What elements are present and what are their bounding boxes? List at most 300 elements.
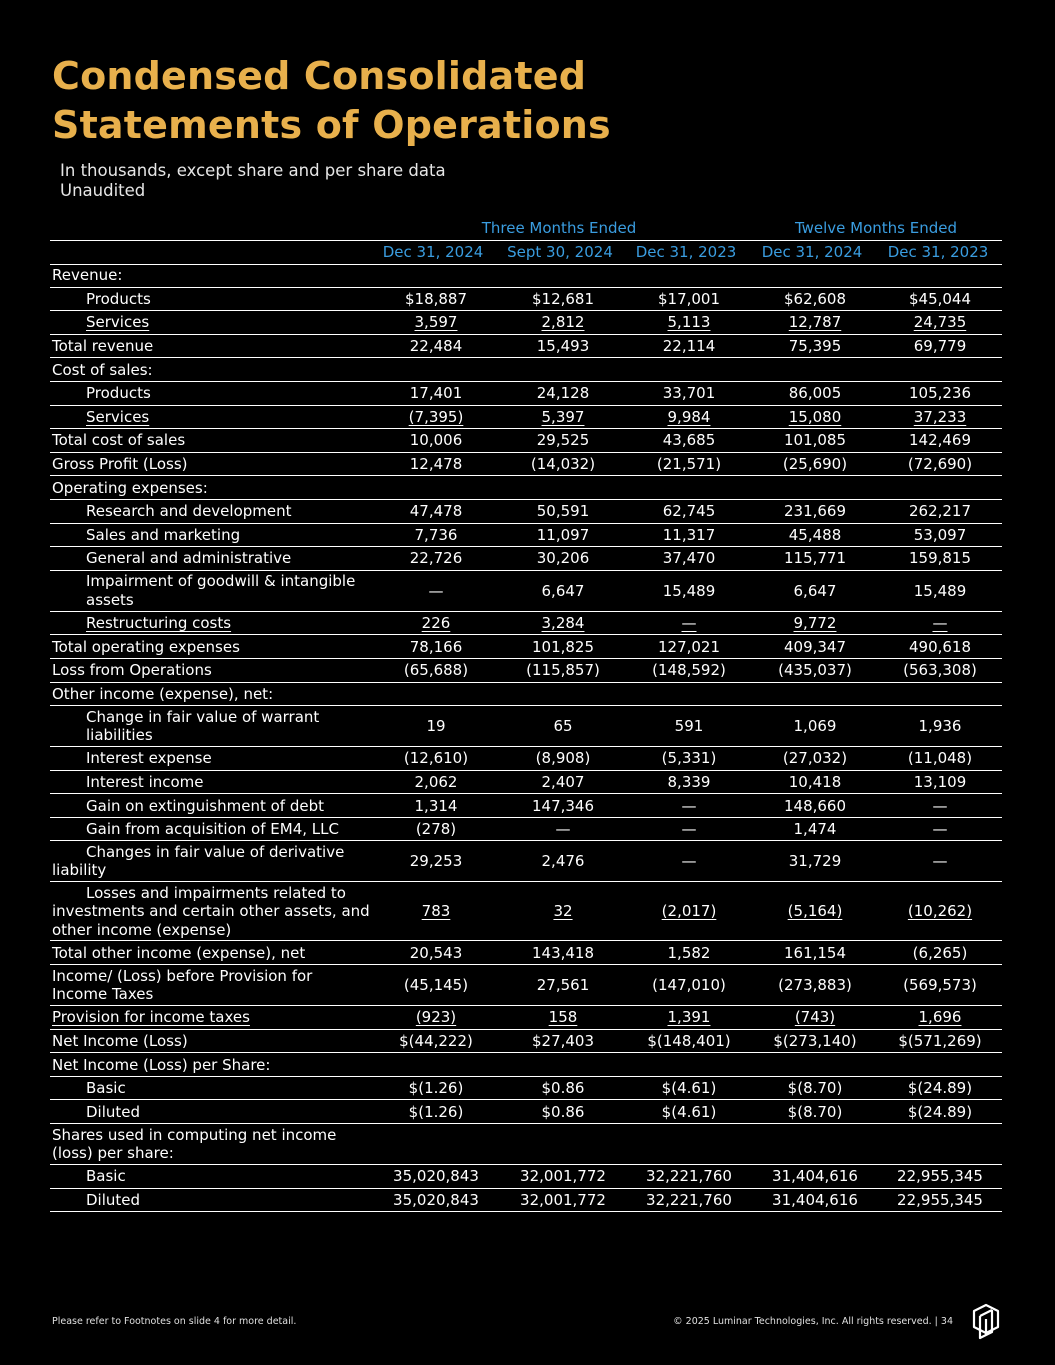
value-cell: [500, 405, 626, 429]
cell-value: 11,317: [662, 525, 716, 544]
value-cell: [752, 1100, 878, 1124]
footnote-reference: Please refer to Footnotes on slide 4 for more detail.: [52, 1316, 297, 1327]
cell-value: 78,166: [409, 637, 463, 656]
cell-value: —: [932, 852, 948, 871]
table-row: [50, 547, 1002, 571]
row-label-text: Impairment of goodwill & intangible assets: [86, 572, 356, 609]
value-cell: [752, 611, 878, 635]
cell-value: 1,474: [793, 820, 837, 839]
table-row: [50, 882, 1002, 941]
page-title-line: Statements of Operations: [52, 103, 611, 147]
value-cell: [626, 570, 752, 611]
value-cell: [372, 1165, 500, 1189]
value-cell: [752, 381, 878, 405]
row-label-text: Products: [86, 289, 151, 308]
value-cell: [752, 429, 878, 453]
value-cell: [878, 1188, 1002, 1212]
cell-value: (569,573): [903, 976, 977, 995]
cell-value: 9,772: [793, 614, 837, 633]
cell-value: 15,489: [913, 581, 967, 600]
cell-value: (923): [415, 1008, 457, 1027]
page-title: [52, 52, 611, 150]
cell-value: (148,592): [652, 661, 726, 680]
cell-value: $18,887: [404, 289, 468, 308]
cell-value: $(44,222): [399, 1031, 473, 1050]
value-cell: [626, 452, 752, 476]
cell-value: 5,397: [541, 407, 585, 426]
row-label: [50, 570, 372, 611]
value-cell: [626, 311, 752, 335]
cell-value: 11,097: [536, 525, 590, 544]
cell-value: 490,618: [908, 637, 972, 656]
table-row: [50, 841, 1002, 882]
cell-value: 143,418: [531, 943, 595, 962]
row-label: [50, 1053, 372, 1077]
value-cell: [878, 547, 1002, 571]
cell-value: 3,597: [414, 313, 458, 332]
cell-value: 101,825: [531, 637, 595, 656]
cell-value: (72,690): [907, 455, 973, 474]
cell-value: 22,955,345: [897, 1167, 983, 1186]
value-cell: [878, 334, 1002, 358]
cell-value: (11,048): [907, 749, 973, 768]
subtitle-units: In thousands, except share and per share data: [60, 161, 446, 180]
value-cell: [878, 658, 1002, 682]
value-cell: [372, 499, 500, 523]
row-label: [50, 381, 372, 405]
cell-value: 37,233: [913, 407, 967, 426]
row-label-text: Research and development: [86, 502, 292, 521]
table-row: [50, 287, 1002, 311]
table-row: [50, 965, 1002, 1006]
value-cell: [626, 1006, 752, 1030]
cell-value: 1,069: [793, 717, 837, 736]
value-cell: [372, 405, 500, 429]
row-label: [50, 264, 372, 287]
row-label: [50, 547, 372, 571]
cell-value: 31,404,616: [772, 1190, 858, 1209]
row-label: [50, 287, 372, 311]
cell-value: $(24.89): [907, 1102, 973, 1121]
cell-value: 12,787: [788, 313, 842, 332]
row-label-text: Revenue:: [52, 266, 123, 285]
row-label: [50, 311, 372, 335]
value-cell: [752, 1053, 878, 1077]
value-cell: [752, 334, 878, 358]
value-cell: [626, 841, 752, 882]
value-cell: [752, 682, 878, 706]
value-cell: [752, 523, 878, 547]
cell-value: 8,339: [667, 772, 711, 791]
cell-value: 2,407: [541, 772, 585, 791]
cell-value: 409,347: [783, 637, 847, 656]
cell-value: 101,085: [783, 431, 847, 450]
column-header: Dec 31, 2023: [635, 243, 737, 261]
value-cell: [500, 499, 626, 523]
row-label: [50, 1076, 372, 1100]
row-label-text: Interest expense: [86, 749, 212, 768]
value-cell: [878, 794, 1002, 818]
table-row: [50, 570, 1002, 611]
value-cell: [752, 658, 878, 682]
row-label: [50, 1029, 372, 1053]
cell-value: 13,109: [913, 772, 967, 791]
row-label-text: Services: [86, 407, 150, 426]
row-label: [50, 499, 372, 523]
table-row: [50, 405, 1002, 429]
value-cell: [372, 476, 500, 500]
value-cell: [626, 635, 752, 659]
value-cell: [878, 706, 1002, 747]
value-cell: [752, 405, 878, 429]
cell-value: 19: [426, 717, 446, 736]
value-cell: [752, 264, 878, 287]
value-cell: [626, 1100, 752, 1124]
value-cell: [626, 1124, 752, 1165]
cell-value: (14,032): [530, 455, 596, 474]
cell-value: 6,647: [793, 581, 837, 600]
value-cell: [372, 611, 500, 635]
cell-value: 32,001,772: [520, 1167, 606, 1186]
cell-value: 147,346: [531, 796, 595, 815]
cell-value: 15,489: [662, 581, 716, 600]
value-cell: [500, 747, 626, 771]
value-cell: [372, 1076, 500, 1100]
value-cell: [752, 1076, 878, 1100]
cell-value: 32: [553, 902, 573, 921]
row-label: [50, 476, 372, 500]
row-label: [50, 334, 372, 358]
luminar-logo-icon: [966, 1302, 1006, 1342]
cell-value: (6,265): [912, 943, 968, 962]
cell-value: $(8.70): [787, 1079, 843, 1098]
row-label: [50, 1100, 372, 1124]
group-header-three-months: Three Months Ended: [481, 219, 637, 237]
cell-value: (743): [794, 1008, 836, 1027]
table-row: [50, 476, 1002, 500]
value-cell: [878, 523, 1002, 547]
value-cell: [626, 358, 752, 382]
cell-value: (115,857): [526, 661, 600, 680]
value-cell: [626, 770, 752, 794]
value-cell: [500, 334, 626, 358]
value-cell: [878, 1100, 1002, 1124]
cell-value: 142,469: [908, 431, 972, 450]
cell-value: $45,044: [908, 289, 972, 308]
value-cell: [372, 570, 500, 611]
value-cell: [752, 965, 878, 1006]
value-cell: [372, 965, 500, 1006]
cell-value: 43,685: [662, 431, 716, 450]
cell-value: $(571,269): [898, 1031, 982, 1050]
subtitle: [60, 161, 446, 201]
cell-value: 9,984: [667, 407, 711, 426]
page-title-line: Condensed Consolidated: [52, 54, 587, 98]
cell-value: (5,164): [787, 902, 843, 921]
value-cell: [752, 635, 878, 659]
row-label: [50, 706, 372, 747]
cell-value: 127,021: [657, 637, 721, 656]
cell-value: —: [932, 820, 948, 839]
value-cell: [752, 770, 878, 794]
value-cell: [500, 523, 626, 547]
cell-value: 65: [553, 717, 573, 736]
cell-value: 2,812: [541, 313, 585, 332]
value-cell: [500, 358, 626, 382]
value-cell: [878, 452, 1002, 476]
value-cell: [500, 882, 626, 941]
value-cell: [752, 1006, 878, 1030]
row-label: [50, 682, 372, 706]
cell-value: (2,017): [661, 902, 717, 921]
cell-value: 75,395: [788, 337, 842, 356]
value-cell: [752, 841, 878, 882]
cell-value: 69,779: [913, 337, 967, 356]
value-cell: [626, 747, 752, 771]
row-label-text: Gain on extinguishment of debt: [86, 796, 325, 815]
table-row: [50, 1029, 1002, 1053]
value-cell: [500, 1165, 626, 1189]
table-row: [50, 1006, 1002, 1030]
cell-value: 32,221,760: [646, 1167, 732, 1186]
value-cell: [500, 1053, 626, 1077]
table-row: [50, 358, 1002, 382]
value-cell: [372, 817, 500, 841]
cell-value: (147,010): [652, 976, 726, 995]
cell-value: 27,561: [536, 976, 590, 995]
table-row: [50, 429, 1002, 453]
value-cell: [752, 358, 878, 382]
cell-value: $0.86: [541, 1079, 585, 1098]
value-cell: [500, 476, 626, 500]
value-cell: [626, 476, 752, 500]
row-label-text: Interest income: [86, 772, 204, 791]
value-cell: [626, 499, 752, 523]
cell-value: 32,221,760: [646, 1190, 732, 1209]
value-cell: [626, 547, 752, 571]
row-label-text: Cost of sales:: [52, 360, 153, 379]
value-cell: [878, 381, 1002, 405]
cell-value: $(1.26): [408, 1079, 464, 1098]
cell-value: 24,128: [536, 384, 590, 403]
value-cell: [500, 941, 626, 965]
cell-value: (5,331): [661, 749, 717, 768]
value-cell: [878, 770, 1002, 794]
value-cell: [626, 264, 752, 287]
cell-value: 1,582: [667, 943, 711, 962]
value-cell: [372, 941, 500, 965]
value-cell: [500, 287, 626, 311]
cell-value: (27,032): [782, 749, 848, 768]
cell-value: 148,660: [783, 796, 847, 815]
row-label-text: Gross Profit (Loss): [52, 455, 188, 474]
row-label: [50, 658, 372, 682]
cell-value: 30,206: [536, 549, 590, 568]
cell-value: —: [681, 820, 697, 839]
value-cell: [626, 794, 752, 818]
value-cell: [878, 1124, 1002, 1165]
row-label: [50, 965, 372, 1006]
value-cell: [626, 287, 752, 311]
cell-value: 159,815: [908, 549, 972, 568]
row-label: [50, 941, 372, 965]
cell-value: 29,253: [409, 852, 463, 871]
cell-value: $0.86: [541, 1102, 585, 1121]
value-cell: [626, 882, 752, 941]
value-cell: [878, 1006, 1002, 1030]
row-label: [50, 1006, 372, 1030]
cell-value: 35,020,843: [393, 1190, 479, 1209]
row-label-text: Diluted: [86, 1190, 141, 1209]
cell-value: 5,113: [667, 313, 711, 332]
value-cell: [752, 311, 878, 335]
value-cell: [500, 570, 626, 611]
cell-value: (435,037): [778, 661, 852, 680]
table-row: [50, 381, 1002, 405]
value-cell: [500, 1006, 626, 1030]
cell-value: 1,314: [414, 796, 458, 815]
table-row: [50, 499, 1002, 523]
cell-value: (8,908): [535, 749, 591, 768]
table-row: [50, 334, 1002, 358]
table-row: [50, 1076, 1002, 1100]
cell-value: (563,308): [903, 661, 977, 680]
value-cell: [372, 841, 500, 882]
row-label: [50, 635, 372, 659]
value-cell: [626, 706, 752, 747]
value-cell: [626, 381, 752, 405]
row-label-text: Basic: [86, 1079, 126, 1098]
row-label-text: Total operating expenses: [52, 637, 240, 656]
cell-value: 783: [421, 902, 451, 921]
cell-value: $17,001: [657, 289, 721, 308]
row-label-text: Basic: [86, 1167, 126, 1186]
cell-value: $62,608: [783, 289, 847, 308]
cell-value: 47,478: [409, 502, 463, 521]
value-cell: [500, 682, 626, 706]
value-cell: [500, 706, 626, 747]
cell-value: (25,690): [782, 455, 848, 474]
row-label-text: Income/ (Loss) before Provision for Income Taxes: [52, 966, 313, 1004]
value-cell: [372, 1053, 500, 1077]
cell-value: 20,543: [409, 943, 463, 962]
cell-value: 10,006: [409, 431, 463, 450]
value-cell: [372, 682, 500, 706]
cell-value: 3,284: [541, 614, 585, 633]
cell-value: —: [555, 820, 571, 839]
row-label-text: Total other income (expense), net: [52, 943, 306, 962]
column-header: Sept 30, 2024: [507, 243, 613, 261]
cell-value: —: [428, 581, 444, 600]
row-label-text: General and administrative: [86, 549, 292, 568]
value-cell: [878, 635, 1002, 659]
row-label: [50, 817, 372, 841]
row-label-text: Change in fair value of warrant liabilities: [86, 707, 320, 745]
cell-value: 24,735: [913, 313, 967, 332]
value-cell: [372, 706, 500, 747]
row-label-text: Products: [86, 384, 151, 403]
value-cell: [878, 1029, 1002, 1053]
row-label: [50, 770, 372, 794]
value-cell: [752, 941, 878, 965]
value-cell: [500, 1124, 626, 1165]
value-cell: [372, 794, 500, 818]
table-row: [50, 311, 1002, 335]
row-label-text: Losses and impairments related to investments and certain other assets, and other income (expense): [52, 883, 370, 939]
value-cell: [878, 882, 1002, 941]
value-cell: [626, 405, 752, 429]
table-row: [50, 770, 1002, 794]
table-row: [50, 1100, 1002, 1124]
value-cell: [878, 1076, 1002, 1100]
cell-value: 158: [548, 1008, 578, 1027]
row-label-text: Gain from acquisition of EM4, LLC: [86, 820, 339, 839]
value-cell: [878, 611, 1002, 635]
row-label-text: Net Income (Loss): [52, 1031, 188, 1050]
value-cell: [500, 311, 626, 335]
cell-value: $(273,140): [773, 1031, 857, 1050]
value-cell: [372, 1029, 500, 1053]
row-label-text: Diluted: [86, 1102, 141, 1121]
value-cell: [500, 452, 626, 476]
value-cell: [752, 476, 878, 500]
row-label: [50, 1188, 372, 1212]
column-header: Dec 31, 2024: [382, 243, 484, 261]
value-cell: [626, 1188, 752, 1212]
cell-value: 2,062: [414, 772, 458, 791]
row-label: [50, 452, 372, 476]
row-label-text: Services: [86, 313, 150, 332]
value-cell: [500, 1029, 626, 1053]
value-cell: [372, 452, 500, 476]
value-cell: [500, 611, 626, 635]
value-cell: [878, 311, 1002, 335]
value-cell: [752, 1188, 878, 1212]
value-cell: [372, 358, 500, 382]
value-cell: [500, 1076, 626, 1100]
column-header: Dec 31, 2024: [761, 243, 863, 261]
value-cell: [500, 1188, 626, 1212]
cell-value: 2,476: [541, 852, 585, 871]
value-cell: [878, 287, 1002, 311]
value-cell: [878, 358, 1002, 382]
cell-value: 22,114: [662, 337, 716, 356]
value-cell: [372, 334, 500, 358]
value-cell: [500, 770, 626, 794]
cell-value: —: [932, 796, 948, 815]
column-header-row: [50, 241, 1002, 265]
value-cell: [752, 452, 878, 476]
value-cell: [372, 1006, 500, 1030]
row-label: [50, 841, 372, 882]
table-row: [50, 817, 1002, 841]
table-row: [50, 635, 1002, 659]
table-row: [50, 706, 1002, 747]
value-cell: [878, 965, 1002, 1006]
value-cell: [372, 635, 500, 659]
value-cell: [372, 381, 500, 405]
value-cell: [500, 429, 626, 453]
value-cell: [372, 882, 500, 941]
subtitle-audit-status: Unaudited: [60, 181, 146, 200]
value-cell: [372, 523, 500, 547]
table-row: [50, 747, 1002, 771]
value-cell: [752, 794, 878, 818]
copyright-page-number: © 2025 Luminar Technologies, Inc. All rights reserved. | 34: [673, 1316, 953, 1327]
table-row: [50, 658, 1002, 682]
group-header-twelve-months: Twelve Months Ended: [794, 219, 958, 237]
cell-value: 161,154: [783, 943, 847, 962]
